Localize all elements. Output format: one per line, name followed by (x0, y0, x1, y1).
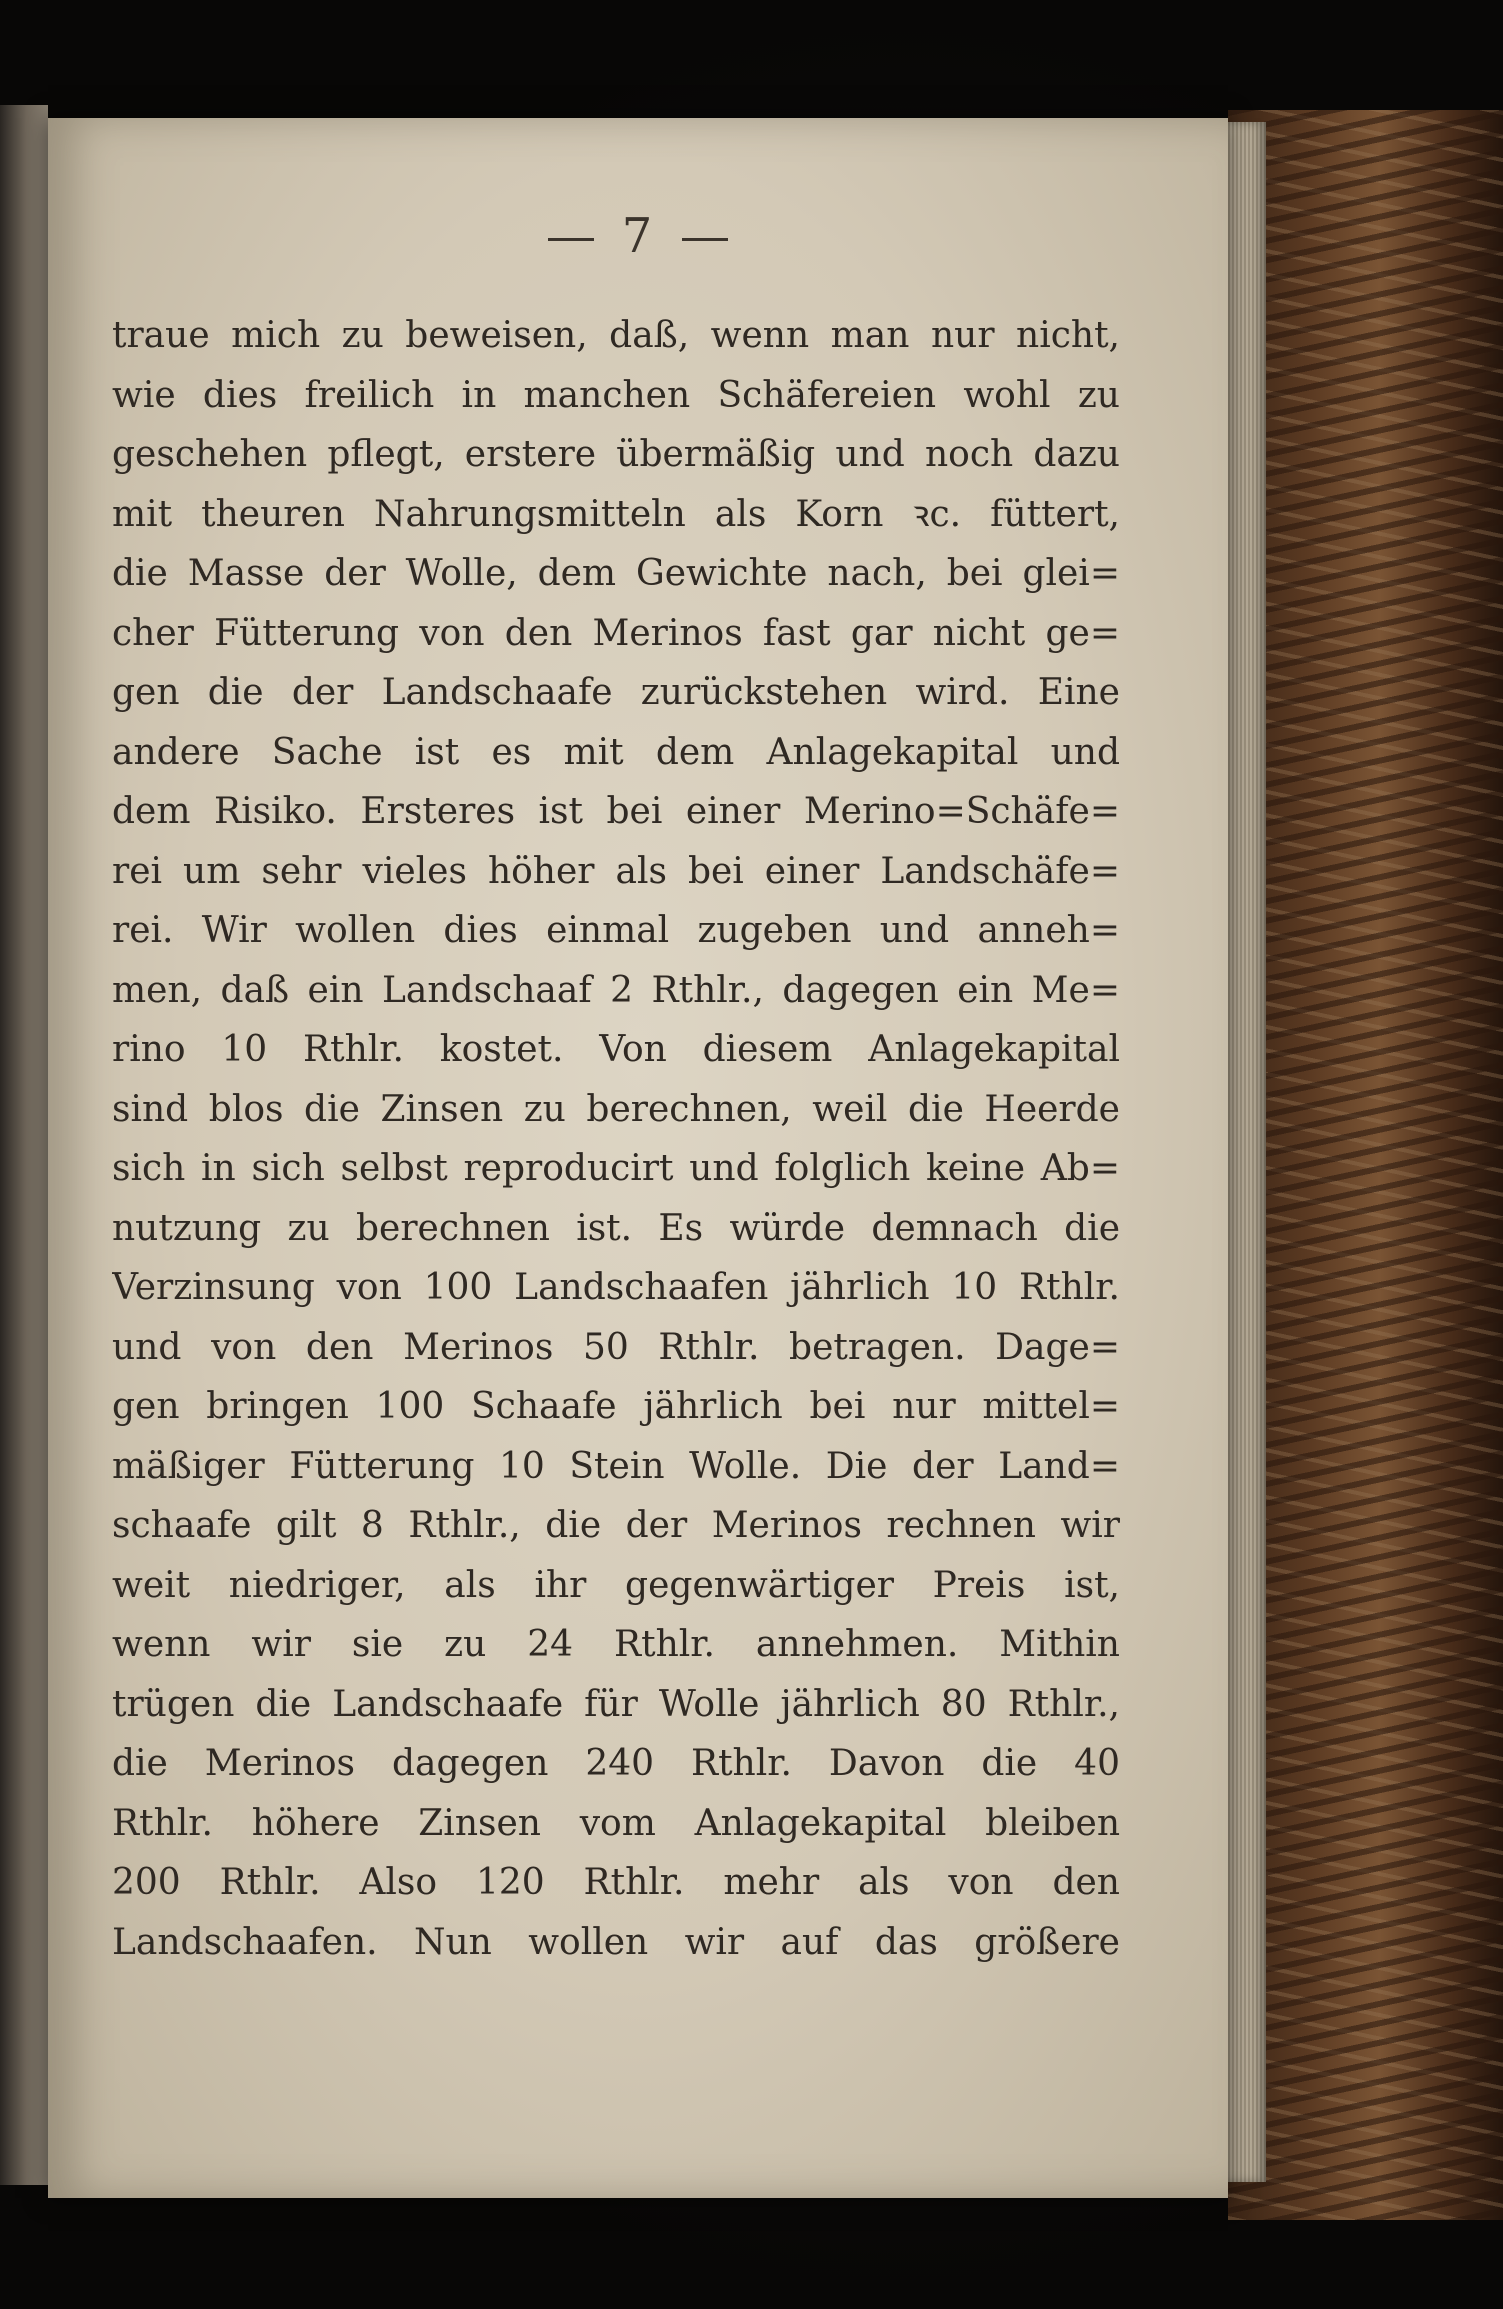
left-page-edge (0, 105, 48, 2185)
text-line-27: 200 Rthlr. Also 120 Rthlr. mehr als von den (112, 1862, 1120, 1903)
page-header (48, 208, 1228, 264)
text-line-12: men, daß ein Landschaaf 2 Rthlr., dagegen ein Me= (112, 969, 1120, 1011)
text-line-6: cher Fütterung von den Merinos fast gar nicht ge= (112, 612, 1120, 654)
text-line-19: gen bringen 100 Schaafe jährlich bei nur mittel= (112, 1386, 1120, 1427)
header-dash-right (682, 238, 728, 241)
text-line-2: wie dies freilich in manchen Schäfereien wohl zu (112, 374, 1120, 416)
page-text-block (112, 306, 1120, 1972)
text-line-7: gen die der Landschaafe zurückstehen wird. Eine (112, 672, 1120, 713)
text-line-11: rei. Wir wollen dies einmal zugeben und anneh= (112, 910, 1120, 951)
text-line-26: Rthlr. höhere Zinsen vom Anlagekapital bleiben (112, 1802, 1120, 1844)
text-line-9: dem Risiko. Ersteres ist bei einer Merino=Schäfe= (112, 791, 1120, 832)
text-line-20: mäßiger Fütterung 10 Stein Wolle. Die der Land= (112, 1445, 1120, 1487)
text-line-25: die Merinos dagegen 240 Rthlr. Davon die 40 (112, 1743, 1120, 1784)
book-page (48, 118, 1228, 2198)
text-line-16: nutzung zu berechnen ist. Es würde demnach die (112, 1207, 1120, 1249)
text-line-14: sind blos die Zinsen zu berechnen, weil die Heerde (112, 1088, 1120, 1130)
header-dash-left (548, 238, 594, 241)
text-line-8: andere Sache ist es mit dem Anlagekapital und (112, 731, 1120, 773)
text-line-18: und von den Merinos 50 Rthlr. betragen. Dage= (112, 1326, 1120, 1368)
text-line-21: schaafe gilt 8 Rthlr., die der Merinos rechnen wir (112, 1505, 1120, 1546)
text-line-24: trügen die Landschaafe für Wolle jährlich 80 Rthlr., (112, 1683, 1120, 1725)
text-line-23: wenn wir sie zu 24 Rthlr. annehmen. Mithin (112, 1624, 1120, 1665)
text-line-15: sich in sich selbst reproducirt und folglich keine Ab= (112, 1148, 1120, 1189)
book-cover-spine (1228, 110, 1503, 2220)
text-line-3: geschehen pflegt, erstere übermäßig und noch dazu (112, 434, 1120, 475)
page-number: 7 (621, 208, 655, 264)
text-line-28: Landschaafen. Nun wollen wir auf das größere (112, 1921, 1120, 1963)
text-line-5: die Masse der Wolle, dem Gewichte nach, bei glei= (112, 553, 1120, 594)
text-line-22: weit niedriger, als ihr gegenwärtiger Preis ist, (112, 1564, 1120, 1606)
text-line-10: rei um sehr vieles höher als bei einer Landschäfe= (112, 850, 1120, 892)
text-line-1: traue mich zu beweisen, daß, wenn man nur nicht, (112, 315, 1120, 356)
text-line-13: rino 10 Rthlr. kostet. Von diesem Anlagekapital (112, 1029, 1120, 1070)
text-line-4: mit theuren Nahrungsmitteln als Korn ꝛc. füttert, (112, 493, 1120, 535)
text-line-17: Verzinsung von 100 Landschaafen jährlich 10 Rthlr. (112, 1267, 1120, 1308)
